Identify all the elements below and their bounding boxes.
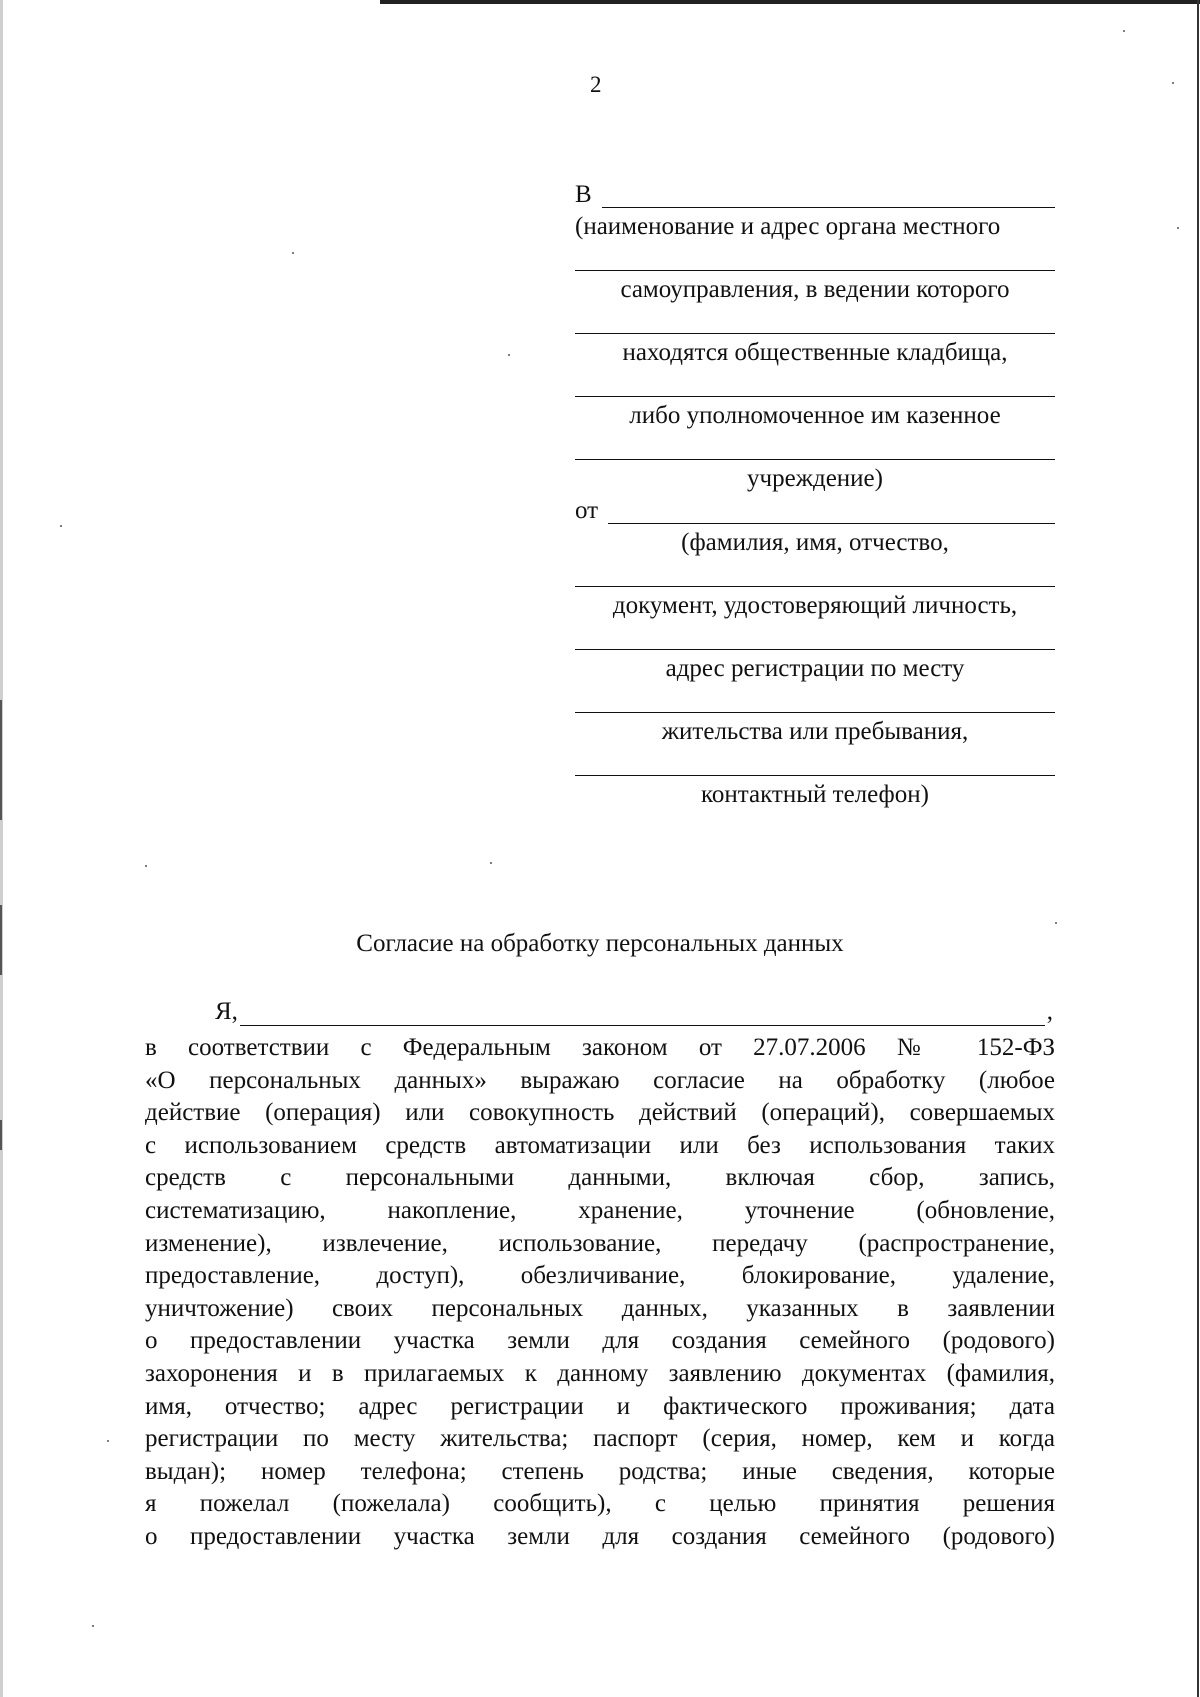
sender-field-line bbox=[575, 713, 1055, 776]
body-line: я пожелал (пожелала) сообщить), с целью принятия решения bbox=[145, 1490, 1055, 1518]
body-line: с использованием средств автоматизации или без использования таких bbox=[145, 1131, 1055, 1159]
scan-speck bbox=[107, 1440, 109, 1442]
body-line: средств с персональными данными, включая сбор, запись, bbox=[145, 1164, 1055, 1192]
sender-hint: (фамилия, имя, отчество, bbox=[681, 529, 949, 556]
addressee-hint: самоуправления, в ведении которого bbox=[620, 276, 1010, 303]
body-line: уничтожение) своих персональных данных, указанных в заявлении bbox=[145, 1294, 1055, 1322]
scan-speck bbox=[490, 862, 492, 864]
addressee-hint: находятся общественные кладбища, bbox=[622, 339, 1008, 366]
scan-speck bbox=[145, 865, 147, 867]
from-prefix: от bbox=[575, 497, 599, 524]
sender-from-line bbox=[575, 494, 1055, 524]
addressee-hint: (наименование и адрес органа местного bbox=[575, 213, 1001, 240]
sender-field-line bbox=[575, 587, 1055, 650]
addressee-hint: либо уполномоченное им казенное bbox=[629, 402, 1001, 429]
scan-edge-mark bbox=[0, 700, 2, 820]
sender-field-line bbox=[575, 776, 1055, 816]
scan-speck bbox=[292, 252, 294, 254]
from-blank bbox=[608, 497, 1055, 524]
addressee-hint: учреждение) bbox=[747, 465, 883, 492]
sender-field-line bbox=[575, 524, 1055, 587]
addressee-field-line bbox=[575, 397, 1055, 460]
scan-speck bbox=[1123, 30, 1125, 32]
sender-field-line bbox=[575, 650, 1055, 713]
applicant-name-blank bbox=[240, 1001, 1045, 1026]
body-line: имя, отчество; адрес регистрации и фактического проживания; дата bbox=[145, 1392, 1055, 1420]
scan-edge-left bbox=[0, 0, 3, 1697]
body-line: о предоставлении участка земли для создания семейного (родового) bbox=[145, 1327, 1055, 1355]
scan-speck bbox=[60, 525, 62, 527]
page-number: 2 bbox=[590, 72, 602, 97]
to-prefix: В bbox=[575, 181, 592, 208]
applicant-name-line bbox=[215, 996, 1053, 1026]
body-line: выдан); номер телефона; степень родства; иные сведения, которые bbox=[145, 1457, 1055, 1485]
scan-edge-top bbox=[380, 0, 1200, 4]
body-line: «О персональных данных» выражаю согласие на обработку (любое bbox=[145, 1066, 1055, 1094]
sender-hint: контактный телефон) bbox=[701, 781, 929, 808]
to-blank bbox=[602, 181, 1055, 208]
document-title: Согласие на обработку персональных данных bbox=[356, 930, 844, 957]
addressee-field-line bbox=[575, 334, 1055, 397]
consent-body bbox=[145, 1032, 1055, 1554]
body-line: действие (операция) или совокупность действий (операций), совершаемых bbox=[145, 1099, 1055, 1127]
scan-speck bbox=[508, 354, 510, 356]
scan-edge-right bbox=[1197, 0, 1199, 1697]
sender-hint: адрес регистрации по месту bbox=[665, 655, 965, 682]
scan-speck bbox=[1172, 82, 1174, 84]
intro-prefix: Я, bbox=[215, 998, 238, 1025]
intro-suffix: , bbox=[1046, 998, 1053, 1025]
scan-edge-mark bbox=[0, 1120, 2, 1150]
sender-hint: жительства или пребывания, bbox=[661, 718, 969, 745]
scan-speck bbox=[92, 1625, 94, 1627]
sender-hint: документ, удостоверяющий личность, bbox=[612, 592, 1018, 619]
body-line: о предоставлении участка земли для создания семейного (родового) bbox=[145, 1522, 1055, 1550]
addressee-field-line bbox=[575, 460, 1055, 494]
scan-speck bbox=[1177, 227, 1179, 229]
body-line: регистрации по месту жительства; паспорт (серия, номер, кем и когда bbox=[145, 1425, 1055, 1453]
body-line: предоставление, доступ), обезличивание, блокирование, удаление, bbox=[145, 1262, 1055, 1290]
addressee-block bbox=[575, 178, 1055, 816]
addressee-field-line bbox=[575, 208, 1055, 271]
body-line: систематизацию, накопление, хранение, уточнение (обновление, bbox=[145, 1196, 1055, 1224]
body-line: в соответствии с Федеральным законом от 27.07.2006 № 152-ФЗ bbox=[145, 1034, 1055, 1061]
scan-speck bbox=[1055, 922, 1057, 924]
addressee-to-line bbox=[575, 178, 1055, 208]
body-line: изменение), извлечение, использование, передачу (распространение, bbox=[145, 1229, 1055, 1257]
addressee-field-line bbox=[575, 271, 1055, 334]
body-line: захоронения и в прилагаемых к данному заявлению документах (фамилия, bbox=[145, 1359, 1055, 1387]
